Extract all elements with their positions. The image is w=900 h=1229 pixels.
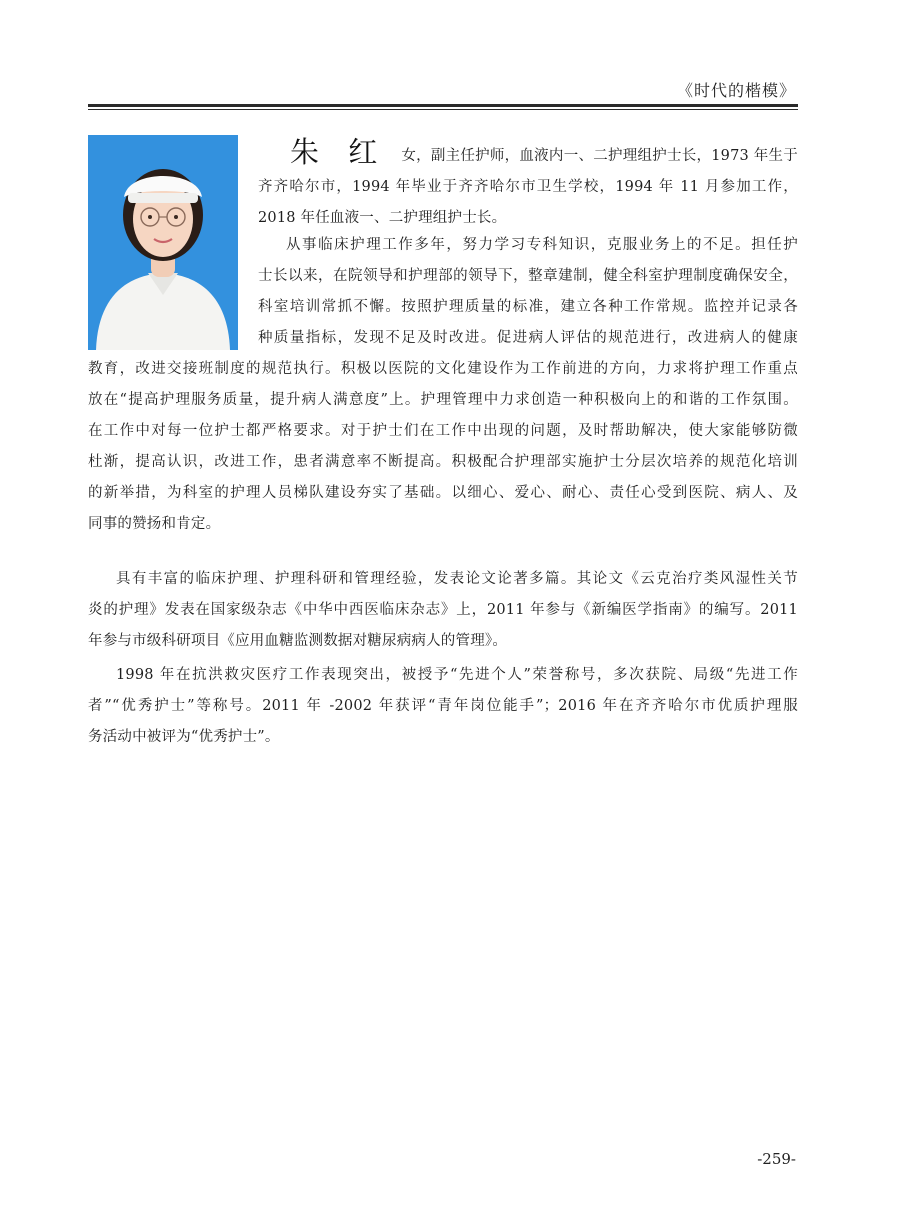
text-line: 在工作中对每一位护士都严格要求。对于护士们在工作中出现的问题，及时帮助解决，使大家能够防微 (88, 423, 798, 439)
header-rule-thin (88, 109, 798, 110)
intro-block (258, 128, 798, 234)
text-line: 年参与市级科研项目《应用血糖监测数据对糖尿病病人的管理》。 (88, 633, 508, 649)
text-line: 1998 年在抗洪救灾医疗工作表现突出，被授予“先进个人”荣誉称号，多次获院、局级“先进工作 (116, 667, 798, 683)
paragraph-1-narrow (258, 230, 798, 354)
text-line: 务活动中被评为“优秀护士”。 (88, 729, 280, 745)
intro-line-2: 齐齐哈尔市，1994 年毕业于齐齐哈尔市卫生学校，1994 年 11 月参加工作， (258, 179, 798, 195)
intro-line-3: 2018 年任血液一、二护理组护士长。 (258, 210, 507, 226)
intro-line-1 (258, 128, 798, 172)
text-line: 从事临床护理工作多年，努力学习专科知识，克服业务上的不足。担任护 (286, 237, 798, 253)
paragraph-3 (88, 660, 798, 753)
portrait-photo (88, 135, 238, 350)
header-rule-thick (88, 104, 798, 107)
intro-text: 女，副主任护师，血液内一、二护理组护士长，1973 年生于 (401, 148, 799, 164)
text-line: 者”“优秀护士”等称号。2011 年 -2002 年获评“青年岗位能手”；2016 年在齐齐哈尔市优质护理服 (88, 698, 798, 714)
running-header: 《时代的楷模》 (676, 81, 796, 100)
text-line: 科室培训常抓不懈。按照护理质量的标准，建立各种工作常规。监控并记录各 (258, 299, 798, 315)
text-line: 同事的赞扬和肯定。 (88, 516, 221, 532)
portrait-illustration (88, 135, 238, 350)
text-line: 放在“提高护理服务质量，提升病人满意度”上。护理管理中力求创造一种积极向上的和谐的工作氛围。 (88, 392, 798, 408)
text-line: 炎的护理》发表在国家级杂志《中华中西医临床杂志》上，2011 年参与《新编医学指南》的编写。2011 (88, 602, 798, 618)
text-line: 士长以来，在院领导和护理部的领导下，整章建制，健全科室护理制度确保安全， (258, 268, 798, 284)
paragraph-2 (88, 564, 798, 657)
text-line: 的新举措，为科室的护理人员梯队建设夯实了基础。以细心、爱心、耐心、责任心受到医院、病人、及 (88, 485, 798, 501)
text-line: 具有丰富的临床护理、护理科研和管理经验，发表论文论著多篇。其论文《云克治疗类风湿性关节 (116, 571, 798, 587)
page-number: -259- (757, 1150, 796, 1168)
person-name: 朱 红 (290, 135, 388, 169)
text-line: 杜渐，提高认识，改进工作，患者满意率不断提高。积极配合护理部实施护士分层次培养的规范化培训 (88, 454, 798, 470)
paragraph-1-wide (88, 354, 798, 540)
text-line: 教育，改进交接班制度的规范执行。积极以医院的文化建设作为工作前进的方向，力求将护理工作重点 (88, 361, 798, 377)
text-line: 种质量指标，发现不足及时改进。促进病人评估的规范进行，改进病人的健康 (258, 330, 798, 346)
